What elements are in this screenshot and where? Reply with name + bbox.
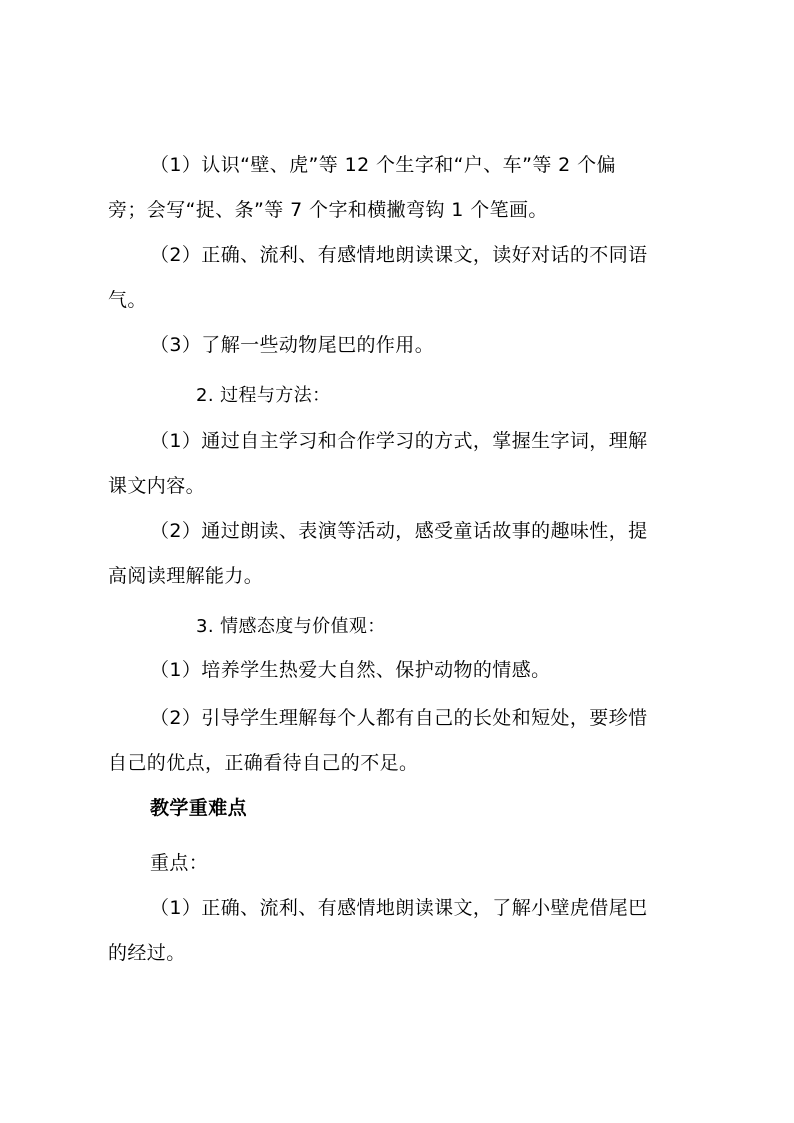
objective-2-line-2: 气。 (108, 289, 147, 311)
objective-1-line-2: 旁；会写“捉、条”等 7 个字和横撇弯钩 1 个笔画。 (108, 199, 548, 221)
process-item-1-line-2: 课文内容。 (108, 475, 206, 497)
section-heading-emotion-values: 3. 情感态度与价值观： (196, 616, 386, 637)
key-point-1-line-1: （1）正确、流利、有感情地朗读课文，了解小壁虎借尾巴 (150, 897, 648, 919)
teaching-key-difficult-heading: 教学重难点 (150, 797, 248, 819)
key-points-label: 重点： (150, 852, 209, 874)
emotion-item-2-line-1: （2）引导学生理解每个人都有自己的长处和短处，要珍惜 (150, 707, 648, 729)
section-heading-process-method: 2. 过程与方法： (196, 385, 331, 406)
objective-2-line-1: （2）正确、流利、有感情地朗读课文，读好对话的不同语 (150, 244, 648, 266)
process-item-1-line-1: （1）通过自主学习和合作学习的方式，掌握生字词，理解 (150, 430, 648, 452)
objective-1-line-1: （1）认识“壁、虎”等 12 个生字和“户、车”等 2 个偏 (150, 154, 616, 176)
emotion-item-1-line: （1）培养学生热爱大自然、保护动物的情感。 (150, 659, 551, 681)
emotion-item-2-line-2: 自己的优点，正确看待自己的不足。 (108, 752, 419, 774)
objective-3-line: （3）了解一些动物尾巴的作用。 (150, 334, 435, 356)
process-item-2-line-2: 高阅读理解能力。 (108, 565, 264, 587)
process-item-2-line-1: （2）通过朗读、表演等活动，感受童话故事的趣味性，提 (150, 520, 648, 542)
key-point-1-line-2: 的经过。 (108, 942, 186, 964)
